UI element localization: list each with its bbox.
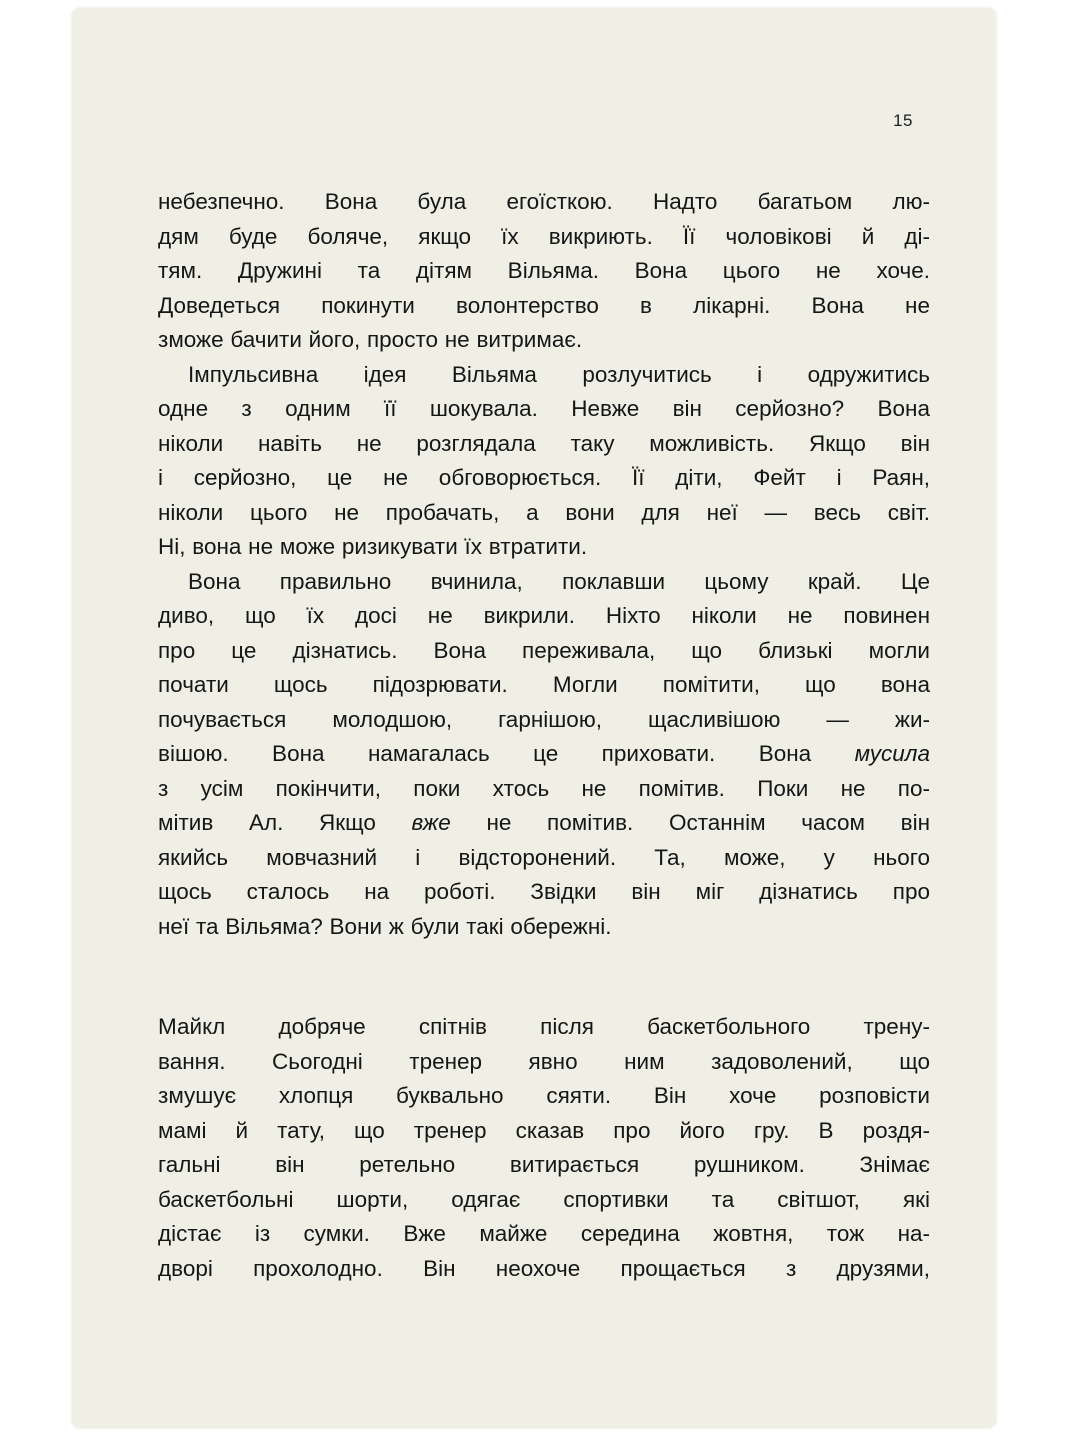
text-line: Імпульсивна ідея Вільяма розлучитись і одружитись [188,361,930,387]
text-line: з усім покінчити, поки хтось не помітив. Поки не по- [158,775,930,801]
text-line: ніколи цього не пробачать, а вони для неї — весь світ. [158,499,930,525]
italic-word: вже [411,810,451,835]
text-line [158,806,930,841]
text-line: вання. Сьогодні тренер явно ним задоволений, що [158,1048,930,1074]
text-block-top [158,185,930,944]
text-line: тям. Дружині та дітям Вільяма. Вона цього не хоче. [158,258,930,283]
text-block-bottom [158,1010,930,1286]
text-line: якийсь мовчазний і відсторонений. Та, може, у нього [158,844,930,870]
text-line: дістає із сумки. Вже майже середина жовтня, тож на- [158,1221,930,1246]
text-fragment: не помітив. Останнім часом він [450,810,930,835]
text-line: диво, що їх досі не викрили. Ніхто ніколи не повинен [158,603,930,628]
book-page [72,8,996,1428]
text-line: мамі й тату, що тренер сказав про його гру. В роздя- [158,1117,930,1143]
text-line: Доведеться покинути волонтерство в лікарні. Вона не [158,292,930,318]
text-line: неї та Вільяма? Вони ж були такі обережні. [158,913,612,939]
text-line: гальні він ретельно витирається рушником. Знімає [158,1152,930,1177]
text-line: дям буде боляче, якщо їх викриють. Її чоловікові й ді- [158,223,930,249]
text-line: небезпечно. Вона була егоїсткою. Надто багатьом лю- [158,189,930,214]
italic-word: мусила [854,741,930,766]
text-line: ніколи навіть не розглядала таку можливість. Якщо він [158,430,930,456]
text-line: Ні, вона не може ризикувати їх втратити. [158,534,588,559]
text-line: про це дізнатись. Вона переживала, що близькі могли [158,637,930,663]
text-fragment: вішою. Вона намагалась це приховати. Вона [158,741,855,766]
text-line [158,737,930,772]
text-line: одне з одним її шокувала. Невже він серйозно? Вона [158,396,930,421]
text-line: баскетбольні шорти, одягає спортивки та світшот, які [158,1186,930,1212]
text-line: змушує хлопця буквально сяяти. Він хоче розповісти [158,1083,930,1108]
text-line: щось сталось на роботі. Звідки він міг дізнатись про [158,879,930,904]
text-line: почати щось підозрювати. Могли помітити, що вона [158,672,930,697]
text-line: зможе бачити його, просто не витримає. [158,327,583,352]
text-line: і серйозно, це не обговорюється. Її діти, Фейт і Раян, [158,465,930,490]
text-fragment: мітив Ал. Якщо [158,810,412,835]
page-number: 15 [893,111,913,130]
text-line: Майкл добряче спітнів після баскетбольного трену- [158,1014,930,1039]
text-line: Вона правильно вчинила, поклавши цьому край. Це [188,568,930,594]
text-line: почувається молодшою, гарнішою, щасливішою — жи- [158,706,930,732]
text-line: дворі прохолодно. Він неохоче прощається з друзями, [158,1255,930,1281]
